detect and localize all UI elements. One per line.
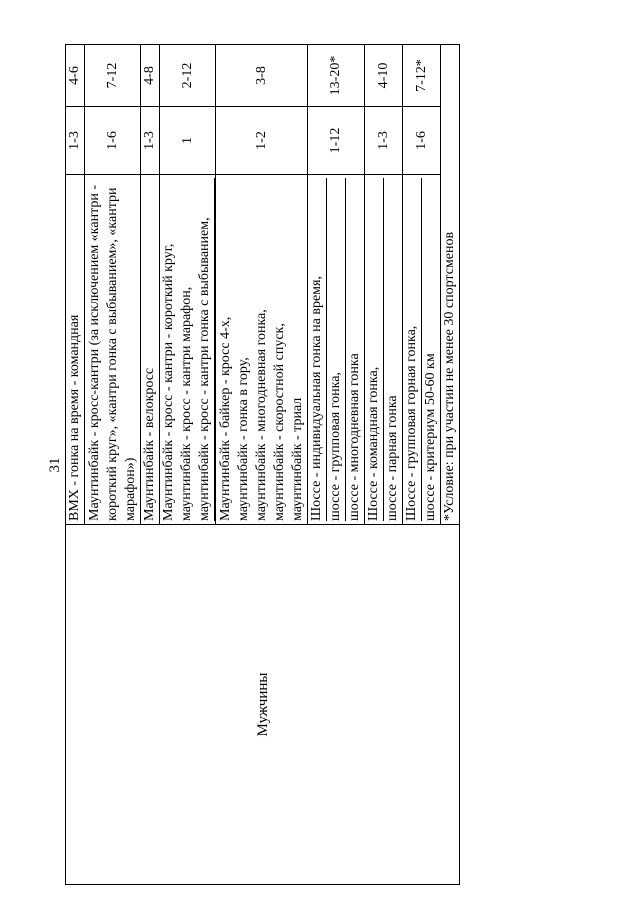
places-cell: 1-3 [141,107,160,175]
discipline-line: маунтинбайк - многодневная гонка, [253,309,269,521]
places-cell: 1-3 [66,107,85,175]
footnote: *Условие: при участии не менее 30 спортсменов [441,45,460,525]
rotated-page [45,45,457,885]
discipline-line: Маунтинбайк - байкер - кросс 4-х, [217,316,233,521]
age-cell: 4-8 [141,45,160,107]
discipline-line: маунтинбайк - кросс - кантри марафон, [179,286,194,521]
discipline-line: маунтинбайк - триал [289,397,305,521]
discipline-cell [308,175,365,525]
discipline-line: Шоссе - групповая горная гонка, [403,178,422,521]
discipline-line: марафон») [122,457,138,521]
discipline-line: Шоссе - индивидуальная гонка на время, [308,178,327,521]
discipline-line: шоссе - критериум 50-60 км [423,353,438,521]
age-cell: 13-20* [308,45,365,107]
discipline-cell [141,175,160,525]
discipline-line: маунтинбайк - кросс - кантри гонка с выбыванием, [196,178,215,521]
discipline-cell [403,175,441,525]
discipline-cell [365,175,403,525]
age-cell: 4-10 [365,45,403,107]
discipline-line: BMX - гонка на время - командная [67,314,82,521]
places-cell: 1-6 [85,107,141,175]
discipline-cell [85,175,141,525]
gender-cell: Мужчины [66,525,460,885]
age-cell: 4-6 [66,45,85,107]
table-row [66,45,85,885]
discipline-line: Маунтинбайк - кросс-кантри (за исключением «кантри - [86,184,102,521]
discipline-cell [66,175,85,525]
age-cell: 2-12 [160,45,216,107]
age-cell: 7-12* [403,45,441,107]
discipline-cell [160,175,216,525]
discipline-line: Маунтинбайк - кросс - кантри - короткий круг, [161,243,176,521]
discipline-line: маунтинбайк - скоростной спуск, [271,323,287,521]
age-cell: 3-8 [216,45,308,107]
discipline-line: короткий круг», «кантри гонка с выбыванием», «кантри [104,187,120,521]
discipline-line: шоссе - многодневная гонка [347,353,362,521]
discipline-line: Маунтинбайк - велокросс [142,367,157,521]
discipline-line: Шоссе - командная гонка, [365,178,384,521]
places-cell: 1-3 [365,107,403,175]
places-cell: 1-2 [216,107,308,175]
places-cell: 1 [160,107,216,175]
age-cell: 7-12 [85,45,141,107]
discipline-line: шоссе - групповая гонка, [327,178,346,521]
discipline-line: шоссе - парная гонка [385,395,400,521]
discipline-cell [216,175,308,525]
places-cell: 1-6 [403,107,441,175]
places-cell: 1-12 [308,107,365,175]
page-number: 31 [47,457,63,473]
discipline-line: маунтинбайк - гонка в гору, [235,357,251,521]
ranking-table [65,44,460,885]
